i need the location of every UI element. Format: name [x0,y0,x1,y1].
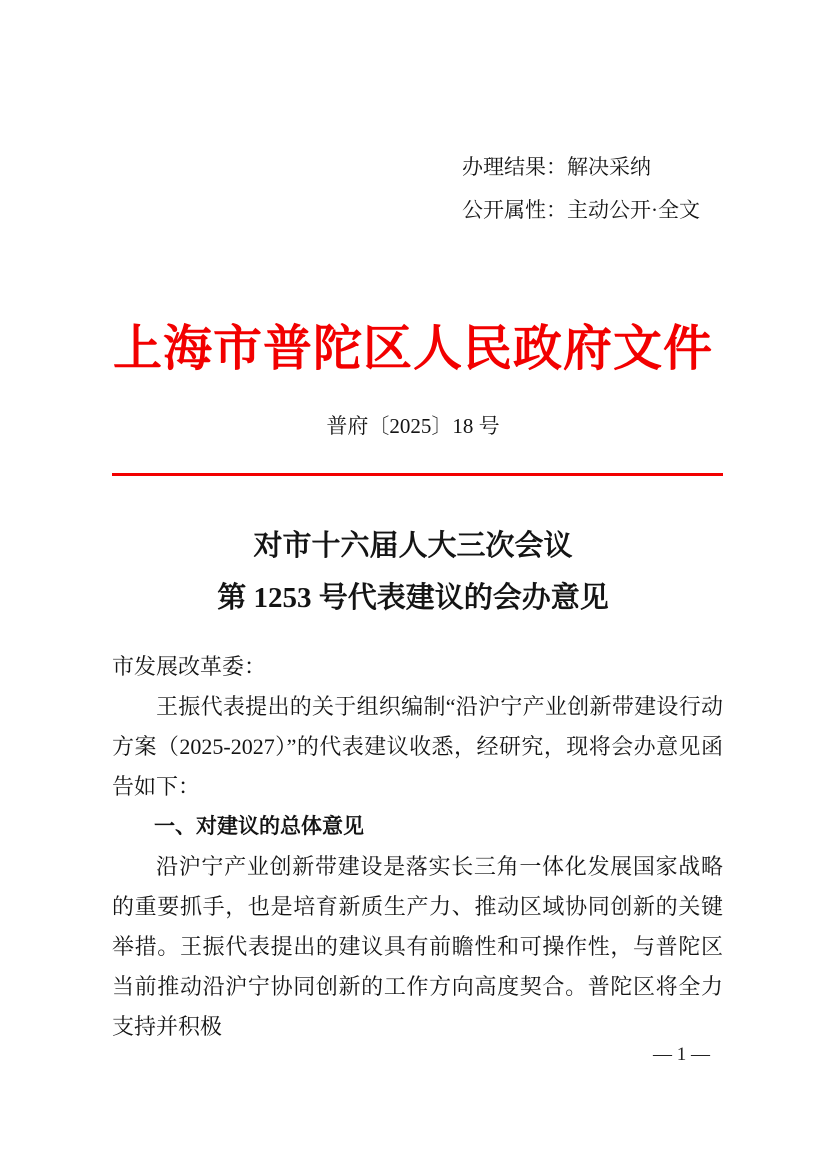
salutation: 市发展改革委： [112,654,267,679]
page-number: — 1 — [653,1044,710,1065]
handling-result-line: 办理结果：解决采纳 [462,155,651,179]
document-title-line2: 第 1253 号代表建议的会办意见 [217,582,609,614]
paragraph-1: 王振代表提出的关于组织编制“沿沪宁产业创新带建设行动方案（2025-2027）”的代表建议收悉，经研究，现将会办意见函告如下： [112,694,723,799]
disclosure-attribute-line: 公开属性：主动公开·全文 [462,198,700,222]
paragraph-2: 沿沪宁产业创新带建设是落实长三角一体化发展国家战略的重要抓手，也是培育新质生产力、推动区域协同创新的关键举措。王振代表提出的建议具有前瞻性和可操作性，与普陀区当前推动沿沪宁协同创新的工作方向高度契合。普陀区将全力支持并积极 [112,854,723,1039]
section-heading-1: 一、对建议的总体意见 [154,815,364,838]
document-title-line1: 对市十六届人大三次会议 [253,530,573,562]
red-divider-line [112,473,723,476]
doc-number: 普府〔2025〕18 号 [326,414,500,438]
document-body [112,647,723,1047]
masthead-title: 上海市普陀区人民政府文件 [112,321,713,376]
meta-info-block [462,146,700,232]
document-title [0,520,826,624]
